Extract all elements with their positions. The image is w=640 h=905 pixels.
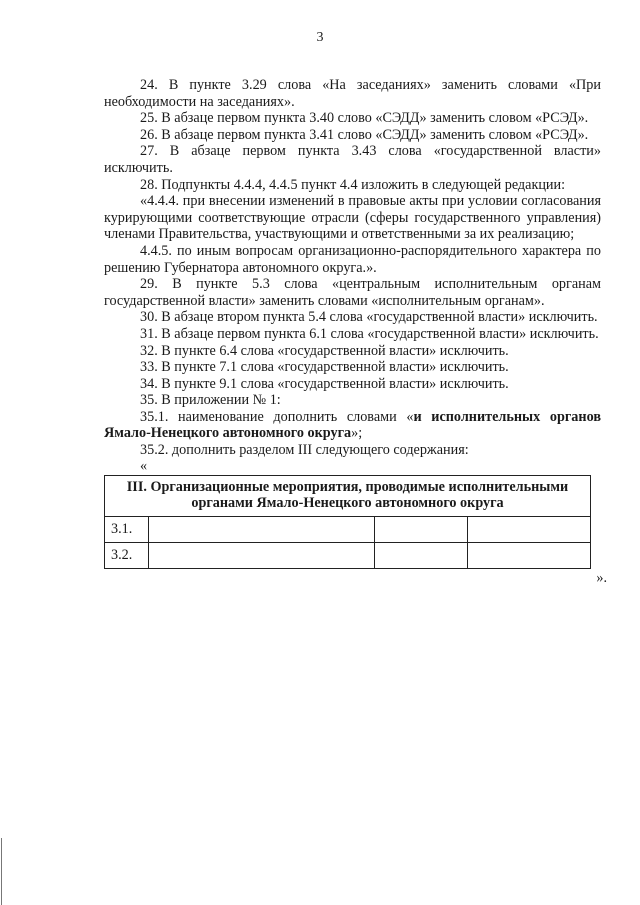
paragraph-35: 35. В приложении № 1: — [140, 392, 281, 409]
paragraph-25: 25. В абзаце первом пункта 3.40 слово «СЭДД» заменить словом «РСЭД». — [140, 110, 589, 127]
paragraph-32: 32. В пункте 6.4 слова «государственной власти» исключить. — [140, 342, 509, 359]
table-cell — [468, 516, 591, 542]
scan-edge-line — [1, 838, 2, 905]
document-body — [104, 77, 607, 586]
paragraph-35-1-prefix: 35.1. наименование дополнить словами « — [140, 408, 414, 425]
paragraph-4-4-4: «4.4.4. при внесении изменений в правовые акты при условии согласования курирующими соответствующие отрасли (сферы государственного управления) членами Правительства, участвующими и ответственными за их реализацию; — [104, 193, 601, 243]
table-cell — [149, 516, 375, 542]
paragraph-34: 34. В пункте 9.1 слова «государственной власти» исключить. — [140, 375, 509, 392]
paragraph-30: 30. В абзаце втором пункта 5.4 слова «государственной власти» исключить. — [140, 309, 598, 326]
closing-quote: ». — [596, 569, 607, 586]
section-table — [104, 475, 591, 569]
table-heading: III. Организационные мероприятия, проводимые исполнительными органами Ямало-Ненецкого автономного округа — [105, 475, 591, 516]
paragraph-35-2: 35.2. дополнить разделом III следующего содержания: — [140, 442, 469, 459]
paragraph-35-1-suffix: »; — [351, 425, 363, 442]
page-number: 3 — [316, 30, 324, 45]
paragraph-28: 28. Подпункты 4.4.4, 4.4.5 пункт 4.4 изложить в следующей редакции: — [140, 176, 566, 193]
paragraph-26: 26. В абзаце первом пункта 3.41 слово «СЭДД» заменить словом «РСЭД». — [140, 126, 589, 143]
row-number: 3.1. — [105, 516, 149, 542]
row-number: 3.2. — [105, 542, 149, 568]
table-row — [105, 516, 591, 542]
table-cell — [375, 542, 468, 568]
paragraph-35-1 — [104, 409, 601, 442]
table-heading-row — [105, 475, 591, 516]
paragraph-24: 24. В пункте 3.29 слова «На заседаниях» заменить словами «При необходимости на заседаниях». — [104, 77, 601, 110]
paragraph-31: 31. В абзаце первом пункта 6.1 слова «государственной власти» исключить. — [140, 325, 599, 342]
table-row — [105, 542, 591, 568]
paragraph-4-4-5: 4.4.5. по иным вопросам организационно-распорядительного характера по решению Губернатора автономного округа.». — [104, 242, 601, 276]
table-cell — [375, 516, 468, 542]
table-cell — [468, 542, 591, 568]
opening-quote: « — [140, 457, 148, 474]
paragraph-35-1-bold: и исполнительных органов Ямало-Ненецкого автономного округа — [104, 408, 601, 442]
paragraph-33: 33. В пункте 7.1 слова «государственной власти» исключить. — [140, 359, 509, 376]
table-cell — [149, 542, 375, 568]
paragraph-29: 29. В пункте 5.3 слова «центральным исполнительным органам государственной власти» заменить словами «исполнительным органам». — [104, 276, 601, 309]
paragraph-27: 27. В абзаце первом пункта 3.43 слова «государственной власти» исключить. — [104, 143, 601, 176]
